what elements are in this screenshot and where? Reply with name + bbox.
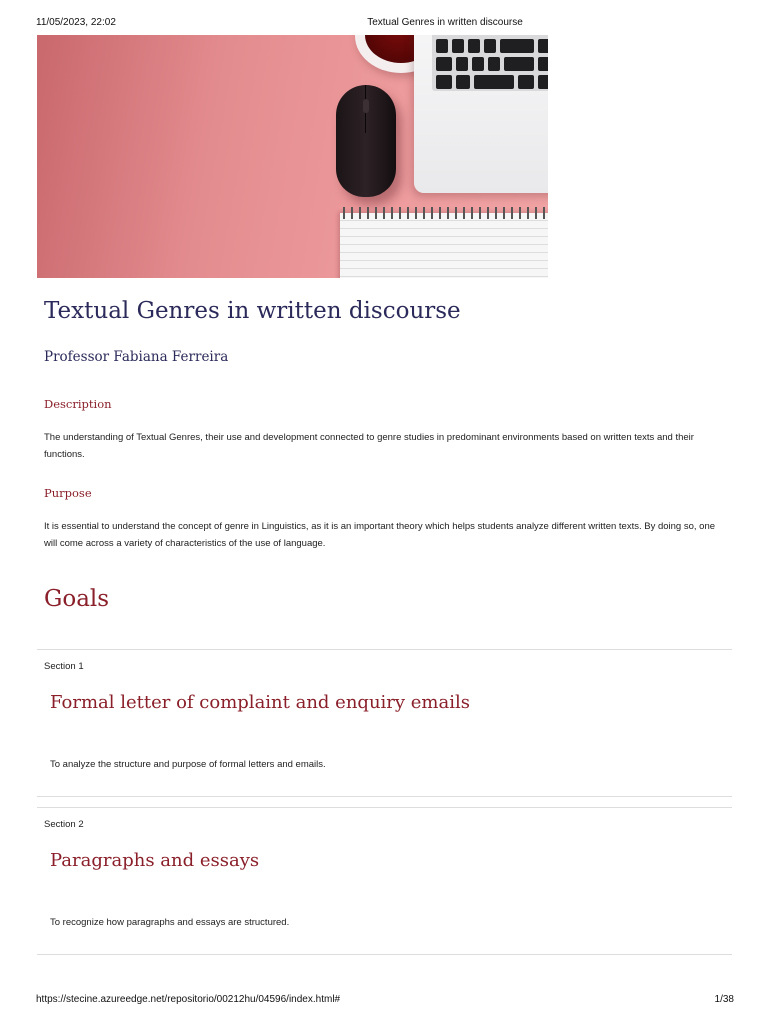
page-number: 1/38 [714,994,734,1005]
divider [37,649,732,650]
section-2-label: Section 2 [44,819,84,830]
divider [37,807,732,808]
section-1-label: Section 1 [44,661,84,672]
course-title: Textual Genres in written discourse [44,298,461,324]
print-doc-title: Textual Genres in written discourse [367,17,523,28]
purpose-label: Purpose [44,486,92,500]
print-header [0,17,768,31]
computer-mouse-icon [336,85,396,197]
purpose-text: It is essential to understand the concept of genre in Linguistics, as it is an important theory which helps students analyze different written texts. By doing so, one will come across a variety of characteristics of the use of language. [44,521,716,549]
print-url: https://stecine.azureedge.net/repositorio/00212hu/04596/index.html# [36,994,341,1005]
divider [37,796,732,797]
course-author: Professor Fabiana Ferreira [44,349,229,365]
hero-image [37,35,548,278]
print-datetime: 11/05/2023, 22:02 [36,17,116,28]
notebook-icon [340,213,548,278]
section-2-title: Paragraphs and essays [50,850,260,871]
laptop-icon [414,35,548,193]
section-1-text: To analyze the structure and purpose of formal letters and emails. [50,759,326,770]
description-label: Description [44,397,112,411]
goals-heading: Goals [44,586,110,612]
divider [37,954,732,955]
description-text: The understanding of Textual Genres, their use and development connected to genre studies in predominant environments based on written texts and their functions. [44,432,694,460]
section-2-text: To recognize how paragraphs and essays are structured. [50,917,290,928]
section-1-title: Formal letter of complaint and enquiry emails [50,692,470,713]
notebook-rings [340,207,548,219]
